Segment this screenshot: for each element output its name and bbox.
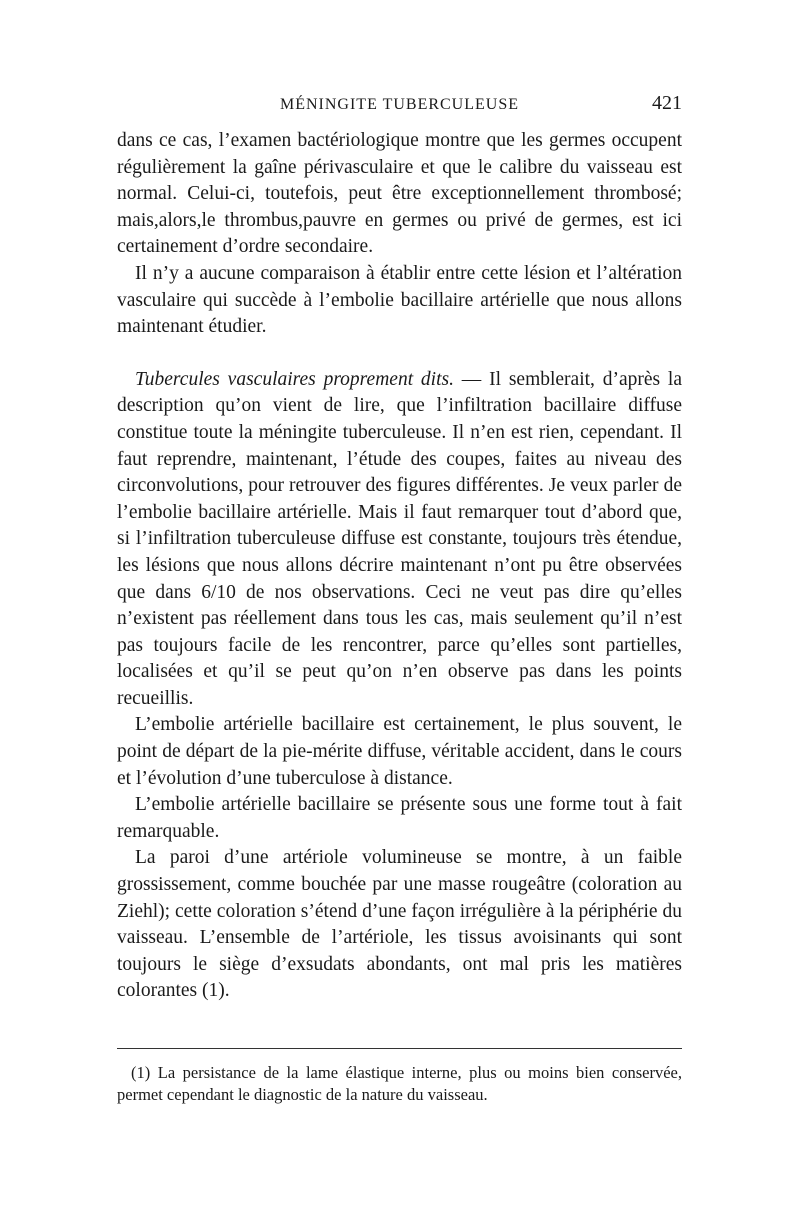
paragraph-4: L’embolie artérielle bacillaire est certainement, le plus souvent, le point de départ de la pie-mérite diffuse, véritable accident, dans le cours et l’évolution d’une tuberculose à distance.: [117, 714, 682, 789]
footnote-divider: [117, 1048, 682, 1049]
running-head: [117, 92, 682, 128]
page-content: [117, 92, 682, 1005]
paragraph-5: L’embolie artérielle bacillaire se présente sous une forme tout à fait remarquable.: [117, 794, 682, 842]
page-number: 421: [652, 92, 682, 114]
paragraph-2: Il n’y a aucune comparaison à établir entre cette lésion et l’altération vasculaire qui succède à l’embolie bacillaire artérielle que nous allons maintenant étudier.: [117, 262, 682, 338]
paragraph-3: [117, 367, 682, 713]
section-title: Tubercules vasculaires proprement dits.: [135, 368, 454, 390]
paragraph-3-text: — Il semblerait, d’après la description qu’on vient de lire, que l’infiltration bacillaire diffuse constitue toute la méningite tuberculeuse. Il n’en est rien, cependant. Il faut reprendre, maintenant, l’étude des coupes, faites au niveau des circonvolutions, pour retrouver des figures différentes. Je veux parler de l’embolie bacillaire artérielle. Mais il faut remarquer tout d’abord que, si l’infiltration tuberculeuse diffuse est constante, toujours très étendue, les lésions que nous allons décrire maintenant n’ont pu être observées que dans 6/10 de nos observations. Ceci ne veut pas dire qu’elles n’existent pas réellement dans tous les cas, mais seulement qu’il n’est pas toujours facile de les rencontrer, parce qu’elles sont partielles, localisées et qu’il se peut qu’on n’en observe pas dans les points recueillis.: [117, 368, 683, 709]
footnote: (1) La persistance de la lame élastique interne, plus ou moins bien conservée, permet cependant le diagnostic de la nature du vaisseau.: [117, 1063, 682, 1104]
running-title: MÉNINGITE TUBERCULEUSE: [279, 96, 520, 113]
paragraph-6: La paroi d’une artériole volumineuse se montre, à un faible grossissement, comme bouchée par une masse rougeâtre (coloration au Ziehl); cette coloration s’étend d’une façon irrégulière à la périphérie du vaisseau. L’ensemble de l’artériole, les tissus avoisinants qui sont toujours le siège d’exsudats abondants, ont mal pris les matières colorantes (1).: [117, 847, 682, 1002]
body-text: [117, 128, 682, 1005]
paragraph-1: dans ce cas, l’examen bactériologique montre que les germes occupent régulièrement la gaîne périvasculaire et que le calibre du vaisseau est normal. Celui-ci, toutefois, peut être exceptionnellement thrombosé; mais,alors,le thrombus,pauvre en germes ou privé de germes, est ici certainement d’ordre secondaire.: [117, 130, 682, 258]
